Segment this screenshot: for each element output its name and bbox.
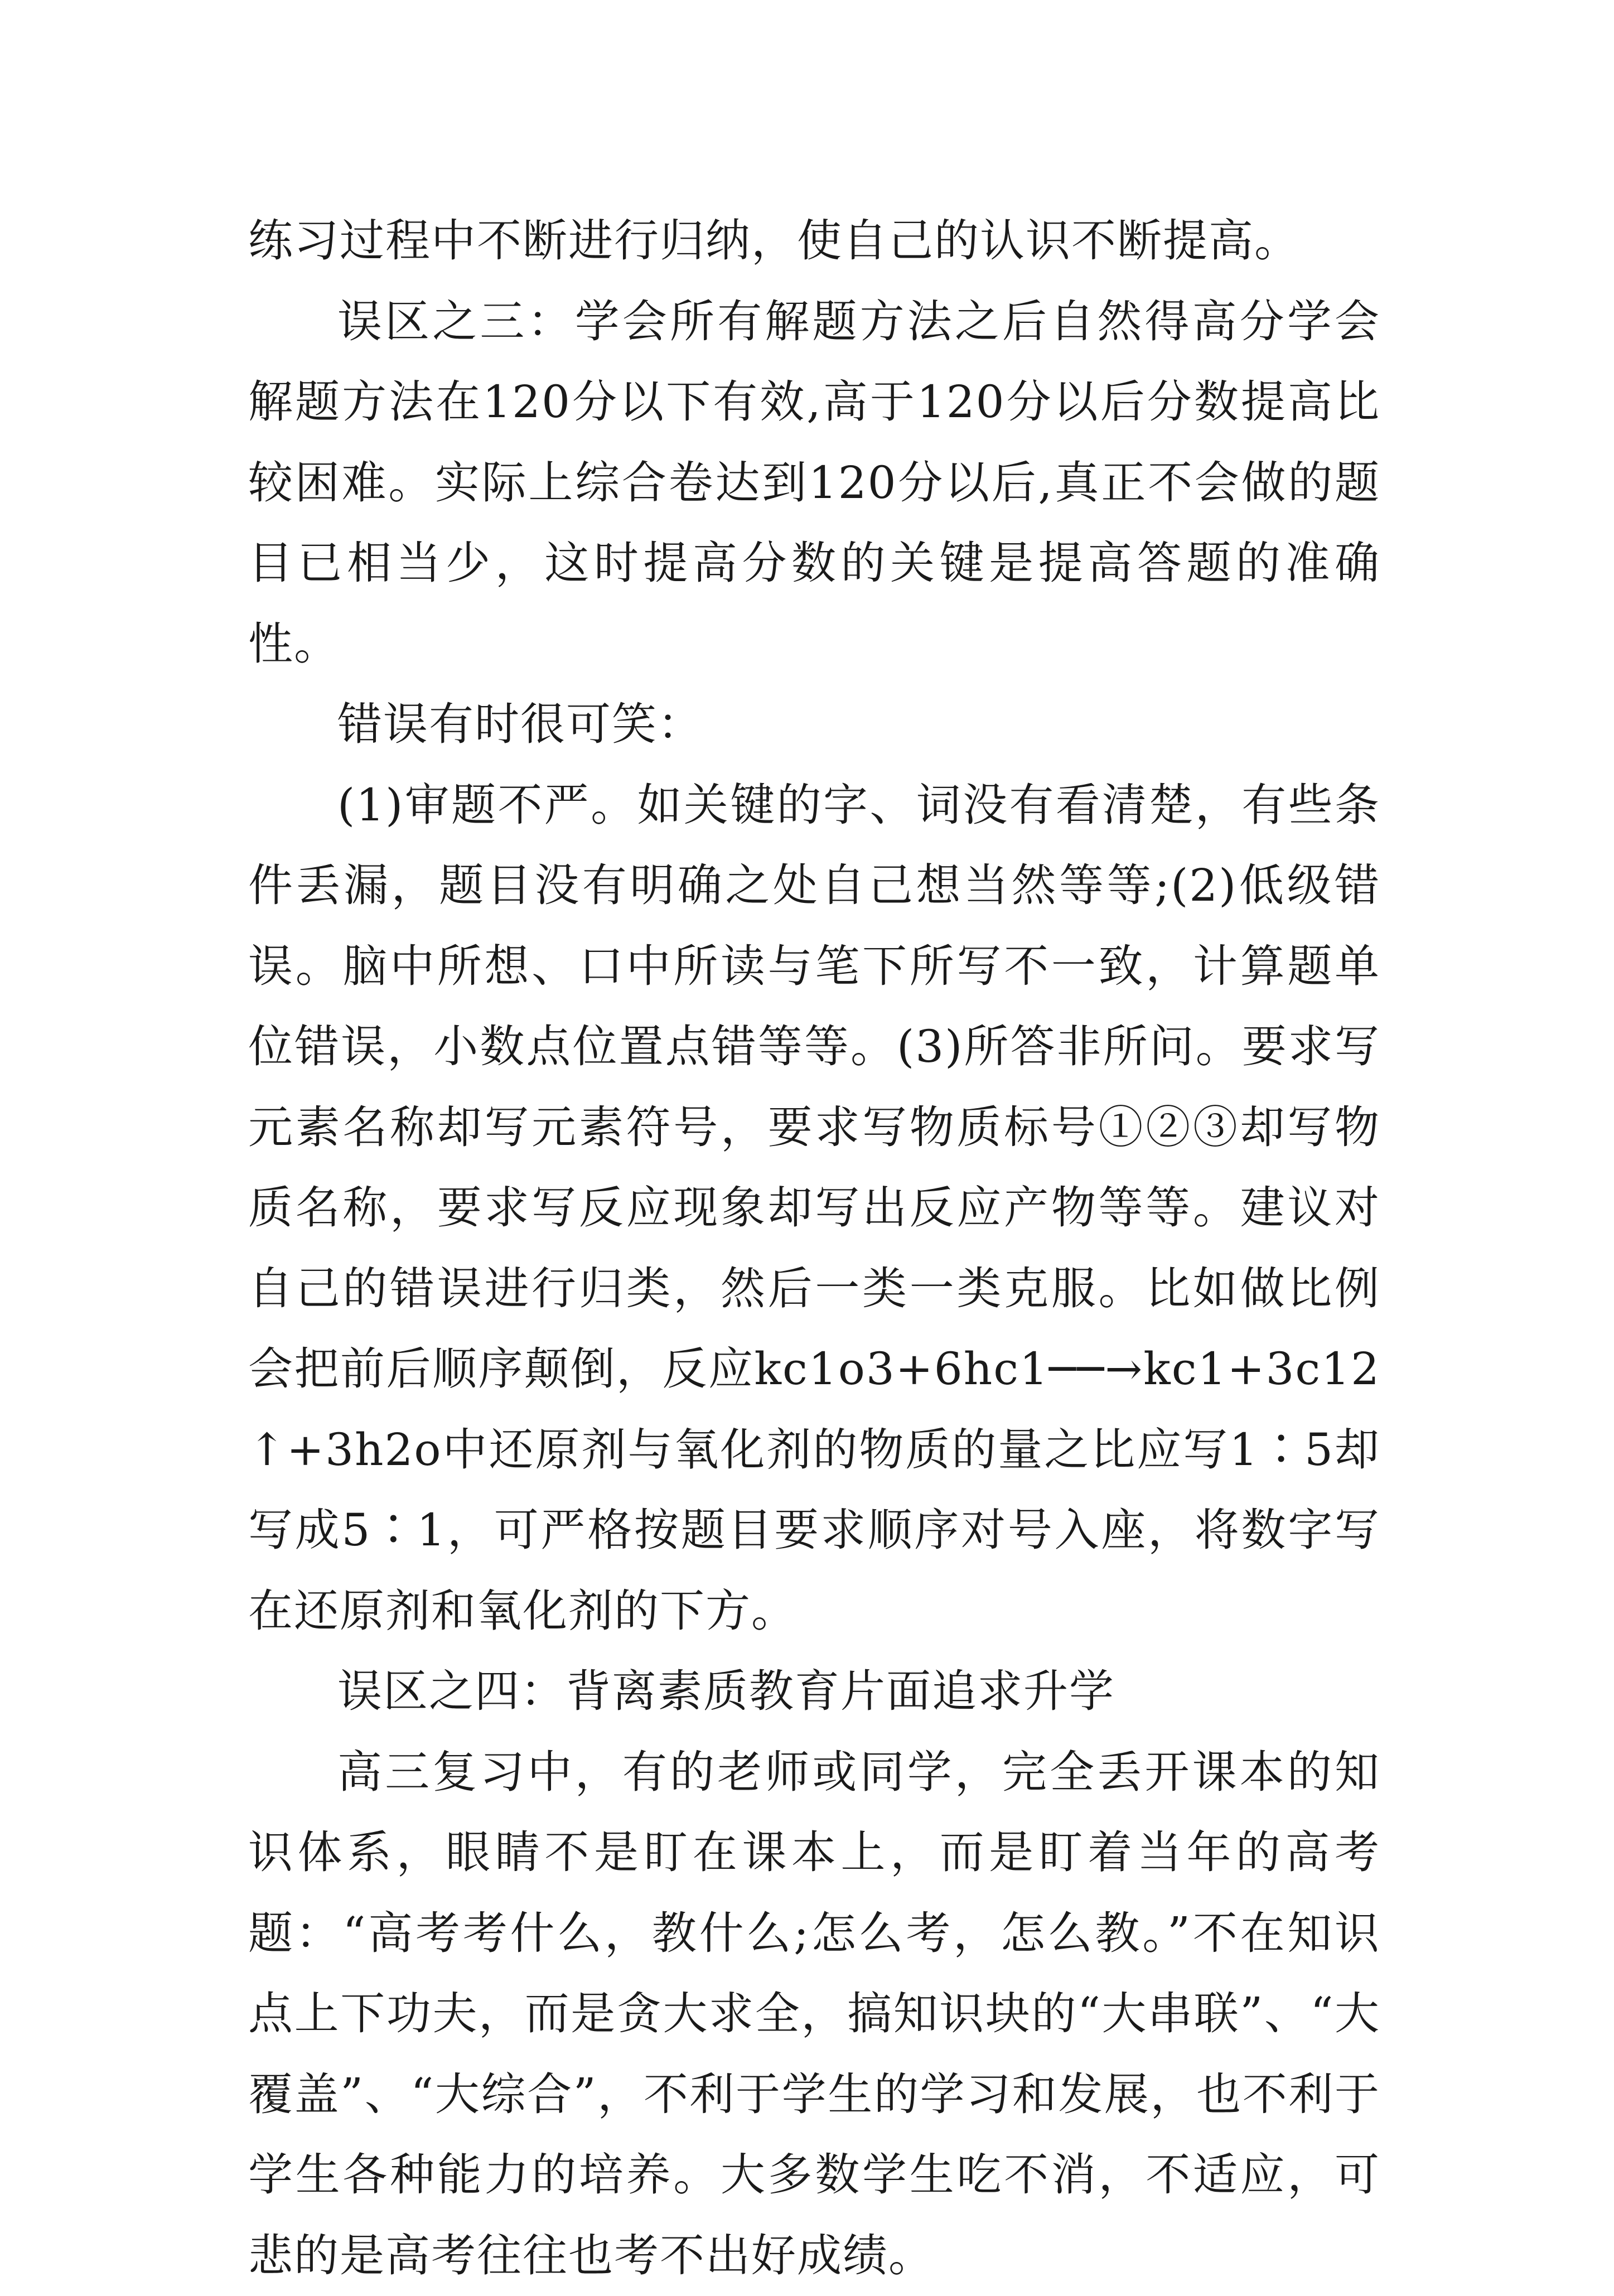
paragraph-misconception-four-heading: 误区之四：背离素质教育片面追求升学 (248, 1651, 1380, 1732)
paragraph-misconception-three: 误区之三：学会所有解题方法之后自然得高分学会解题方法在120分以下有效,高于120分以后分数提高比较困难。实际上综合卷达到120分以后,真正不会做的题目已相当少，这时提高分数的关键是提高答题的准确性。 (248, 282, 1380, 685)
document-body (248, 201, 1380, 2296)
paragraph-error-types: (1)审题不严。如关键的字、词没有看清楚，有些条件丢漏，题目没有明确之处自己想当然等等;(2)低级错误。脑中所想、口中所读与笔下所写不一致，计算题单位错误，小数点位置点错等等。(3)所答非所问。要求写元素名称却写元素符号，要求写物质标号①②③却写物质名称，要求写反应现象却写出反应产物等等。建议对自己的错误进行归类，然后一类一类克服。比如做比例会把前后顺序颠倒，反应kc1o3+6hc1──→kc1+3c12↑+3h2o中还原剂与氧化剂的物质的量之比应写1∶5却写成5∶1，可严格按题目要求顺序对号入座，将数字写在还原剂和氧化剂的下方。 (248, 765, 1380, 1652)
paragraph-review-practice: 高三复习中，有的老师或同学，完全丢开课本的知识体系，眼睛不是盯在课本上，而是盯着当年的高考题：“高考考什么，教什么;怎么考，怎么教。”不在知识点上下功夫，而是贪大求全，搞知识块的“大串联”、“大覆盖”、“大综合”，不利于学生的学习和发展，也不利于学生各种能力的培养。大多数学生吃不消，不适应，可悲的是高考往往也考不出好成绩。 (248, 1732, 1380, 2296)
paragraph-errors-intro: 错误有时很可笑： (248, 684, 1380, 765)
paragraph-continuation: 练习过程中不断进行归纳，使自己的认识不断提高。 (248, 201, 1380, 282)
